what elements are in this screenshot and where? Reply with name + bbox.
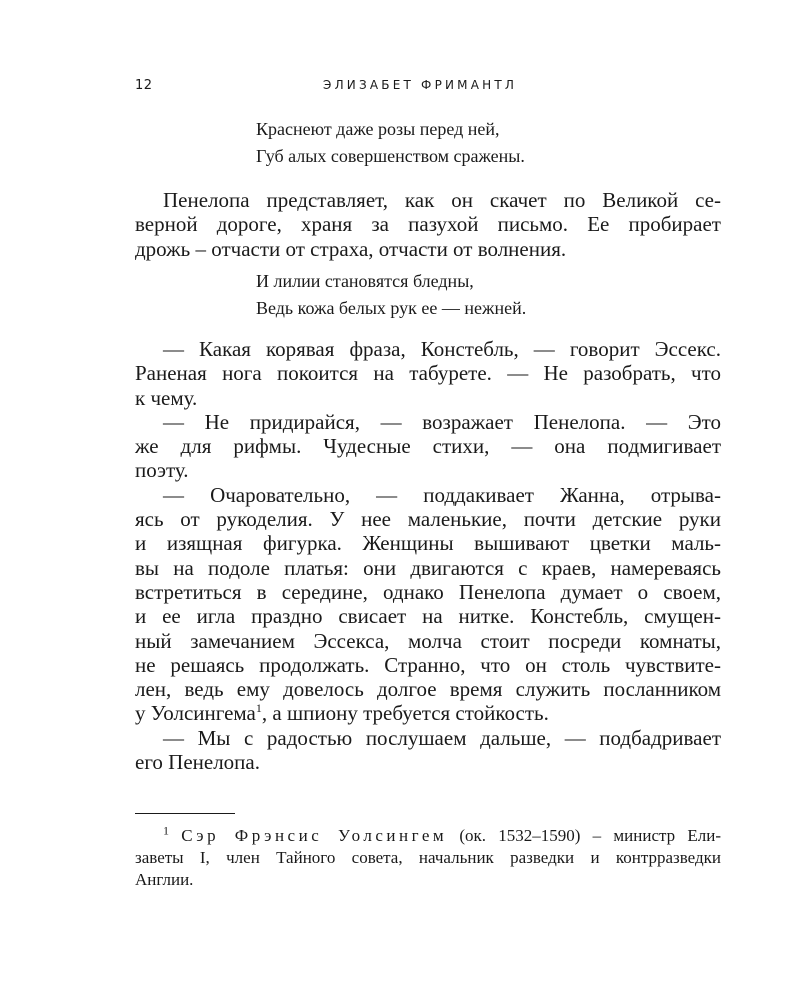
verse-line: Краснеют даже розы перед ней, [256,119,500,139]
text-line: и изящная фигурка. Женщины вышивают цветки маль- [135,531,721,556]
text-line: — Какая корявая фраза, Констебль, — говорит Эссекс. [163,337,721,361]
text-line: — Очаровательно, — поддакивает Жанна, отрыва- [163,482,721,507]
verse-line: И лилии становятся бледны, [256,271,474,291]
text-line: его Пенелопа. [135,750,260,775]
footnote-reference[interactable]: 1 [255,701,262,716]
footnote-mark: 1 [163,823,169,838]
footnote-name: Сэр Фрэнсис Уолсингем [181,826,448,845]
text-line: и ее игла праздно свисает на нитке. Констебль, смущен- [135,604,721,629]
text-line: поэту. [135,458,189,483]
text-line: — Не придирайся, — возражает Пенелопа. — Это [163,409,721,434]
text-line: же для рифмы. Чудесные стихи, — она подмигивает [135,434,721,459]
paragraph-1 [135,188,721,261]
text-line: Раненая нога покоится на табурете. — Не разобрать, что [135,361,721,386]
text-fragment: у Уолсингема [135,701,256,726]
text-line: лен, ведь ему довелось долгое время служить посланником [135,677,721,702]
text-line: ясь от рукоделия. У нее маленькие, почти детские руки [135,507,721,532]
verse-block-1 [256,116,525,170]
footnote-divider [135,813,235,814]
text-line: — Мы с радостью послушаем дальше, — подбадривает [163,725,721,750]
text-line: Пенелопа представляет, как он скачет по Великой се- [163,188,721,212]
footnote-line: заветы I, член Тайного совета, начальник разведки и контрразведки [135,848,721,867]
verse-line: Губ алых совершенством сражены. [256,146,525,166]
footnote [135,825,721,891]
running-head: ЭЛИЗАБЕТ ФРИМАНТЛ [323,78,518,92]
text-line: не решаясь продолжать. Странно, что он столь чувствите- [135,652,721,677]
dialogue-body [135,337,721,774]
footnote-line: Англии. [135,870,194,889]
text-line: вы на подоле платья: они двигаются с краев, намереваясь [135,555,721,580]
verse-line: Ведь кожа белых рук ее — нежней. [256,298,527,318]
footnote-line [135,825,721,847]
verse-block-2 [256,268,526,322]
text-line [135,701,721,725]
text-fragment: , а шпиону требуется стойкость. [261,701,549,726]
text-line: дрожь – отчасти от страха, отчасти от волнения. [135,236,567,261]
text-line: верной дороге, храня за пазухой письмо. Ее пробирает [135,212,721,237]
text-line: ный замечанием Эссекса, молча стоит посреди комнаты, [135,628,721,653]
text-fragment: (ок. 1532–1590) – министр Ели- [447,826,721,845]
text-line: встретиться в середине, однако Пенелопа думает о своем, [135,579,721,604]
page-number: 12 [135,78,153,93]
text-line: к чему. [135,385,198,410]
